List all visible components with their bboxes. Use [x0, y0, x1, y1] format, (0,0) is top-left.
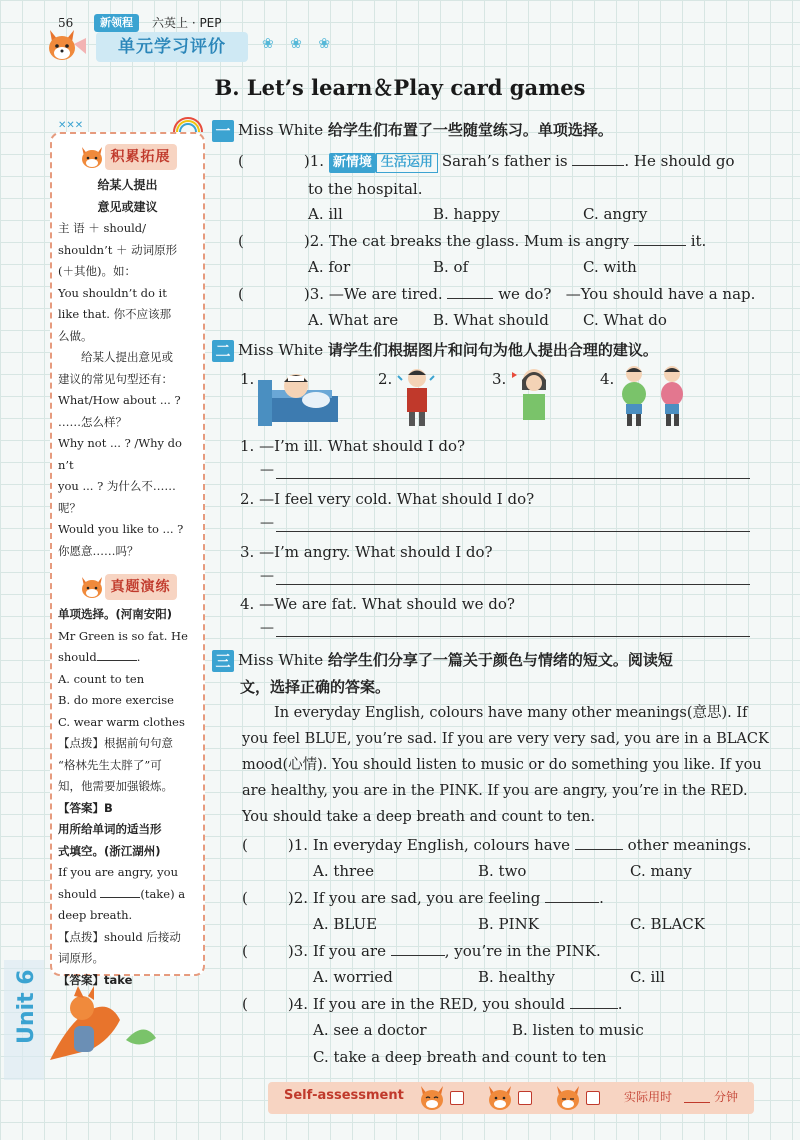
answer-blank[interactable]	[570, 995, 618, 1009]
page-number: 56	[58, 16, 74, 30]
option[interactable]: A. three	[313, 862, 374, 880]
angry-girl-image	[508, 366, 556, 428]
option[interactable]: C. angry	[583, 205, 648, 223]
grade-label: 六英上 · PEP	[152, 16, 222, 30]
option[interactable]: A. BLUE	[313, 915, 378, 933]
tip-line: (＋其他)。如：	[58, 264, 136, 278]
option[interactable]: B. of	[433, 258, 469, 276]
option[interactable]: B. two	[478, 862, 527, 880]
answer-blank[interactable]	[97, 649, 137, 661]
option[interactable]: A. see a doctor	[313, 1021, 427, 1039]
s2-question: 3. —I’m angry. What should I do?	[240, 543, 493, 561]
answer-line[interactable]	[276, 636, 750, 637]
s3-question-3: ( )3. If you are , you’re in the PINK.	[242, 942, 601, 960]
neutral-fox-face-icon	[486, 1084, 514, 1112]
rating-checkbox-3[interactable]	[586, 1091, 600, 1105]
s2-question: 4. —We are fat. What should we do?	[240, 595, 515, 613]
answer-blank[interactable]	[634, 232, 686, 246]
workbook-page: 单元学习评价 ❀ ❀ ❀ B. Let’s learn＆Play card games ✕✕✕ 积累拓展 给某人提出 意见或建议 主 语 ＋ should/ shouldn’t ＋ 动词原形 (＋其他)。如： You shouldn’t do it like that. 你不应该那 么做。 给某人提出意见或 建议的常见句型还有： What/How about ... ? ……怎么样？ Why not ... ? /Why don’t you ... ? 为什么不……呢？ Would you like to ... ? 你愿意……吗？ 真题演练 单项选择。(河南安阳) Mr Green is so fat. He should . A. count to ten B. do more exercise C. wear warm clothes 【点拨】根据前句句意 “格林先生太胖了”可 知，他需要加强锻炼。 【答案】B 用所给单词的适当形 式填空。(浙江湖州) If you are angry, you should (take) a deep breath. 【点拨】should 后接动 词原形。 【答案】take 一 Miss White 给学生们布置了一些随堂练习。单项选择。 ( )1. 新情境 生活运用 Sarah’s father is . He should go to the hospital. A. ill B. happy C. angry ( )2. The cat breaks the glass. Mum is angry it. A. for B. of C. with ( )3. —We are tired. we do? —You should have a nap. A. What are B. What should C. What do 二 Miss White 请学生们根据图片和问句为他人提出合理的建议。 1. 2. 3. 4. 1. —I’m ill. What should I do? — 2. —I feel very cold. What should I do? — 3. —I’m angry. What should I do? — 4. —We are fat. What should we do? — 三 Miss White 给学生们分享了一篇关于颜色与情绪的短文。阅读短 文，选择正确的答案。 In everyday English, colours have many other meanings(意思). If you feel BLUE, you’re sad. If you are very very sad, you are in a BLACK mood(心情). You should listen to music or do something you like. If you are healthy, you are in the PINK. If you are angry, you’re in the RED. You should take a deep breath and count to ten. ( )1. In everyday English, colours have other meanings. A. three B. two C. many ( )2. If you are sad, you are feeling . A. BLUE B. PINK C. BLACK ( )3. If you are , you’re in the PINK. A. worried B. healthy C. ill ( )4. If you are in the RED, you should . A. see a doctor B. listen to music C. take a deep breath and count to ten Unit 6 56 新领程 六英上 · PEP Self-assessment 实际用时 分钟	[0, 0, 800, 1140]
s1-question-2: ( )2. The cat breaks the glass. Mum is angry it.	[238, 232, 707, 250]
self-assessment-bar: Self-assessment 实际用时 分钟	[268, 1082, 754, 1114]
s1-question-3: ( )3. —We are tired. we do? —You should have a nap.	[238, 285, 756, 303]
tip-line: you ... ? 为什么不……呢？	[58, 479, 176, 515]
passage-line: mood(心情). You should listen to music or do something you like. If you	[242, 757, 762, 773]
s1-question-1: ( )1. 新情境 生活运用 Sarah’s father is . He should go	[238, 150, 734, 173]
section-3-heading: 三 Miss White 给学生们分享了一篇关于颜色与情绪的短文。阅读短	[212, 648, 673, 672]
answer-blank[interactable]	[545, 889, 599, 903]
fox-head-icon	[79, 145, 105, 169]
option[interactable]: C. with	[583, 258, 637, 276]
s2-question: 2. —I feel very cold. What should I do?	[240, 490, 535, 508]
tip-line: 主 语 ＋ should/	[58, 221, 147, 235]
rating-checkbox-2[interactable]	[518, 1091, 532, 1105]
tip-line: Why not ... ? /Why don’t	[58, 436, 182, 472]
option[interactable]: A. worried	[313, 968, 393, 986]
passage-line: you feel BLUE, you’re sad. If you are very very sad, you are in a BLACK	[242, 731, 769, 747]
s3-question-1: ( )1. In everyday English, colours have other meanings.	[242, 836, 752, 854]
option[interactable]: C. take a deep breath and count to ten	[313, 1048, 607, 1066]
page-title: B. Let’s learn＆Play card games	[214, 75, 586, 100]
s3-question-2: ( )2. If you are sad, you are feeling .	[242, 889, 604, 907]
brand-badge: 新领程	[94, 14, 139, 32]
answer-line[interactable]	[276, 478, 750, 479]
two-fat-people-image	[616, 364, 692, 428]
option[interactable]: A. What are	[308, 311, 399, 329]
option[interactable]: C. What do	[583, 311, 667, 329]
option[interactable]: C. ill	[630, 968, 665, 986]
fox-character-icon	[40, 980, 160, 1076]
time-input-blank[interactable]	[684, 1102, 710, 1103]
passage-line: In everyday English, colours have many other meanings(意思). If	[274, 705, 748, 721]
exam-heading: 真题演练	[58, 574, 197, 600]
tip-line: ……怎么样？	[58, 414, 127, 429]
tip-line: 建议的常见句型还有：	[58, 371, 173, 386]
paw-prints-icon: ❀ ❀ ❀	[262, 36, 337, 52]
fox-head-icon	[79, 575, 105, 599]
tip-line: What/How about ... ?	[58, 393, 181, 407]
sick-person-in-bed-image	[256, 366, 340, 428]
option[interactable]: A. ill	[308, 205, 343, 223]
tip-line: You shouldn’t do it	[58, 285, 167, 300]
tip-line: 你愿意……吗？	[58, 543, 139, 558]
unit-label: Unit 6	[14, 969, 39, 1044]
option[interactable]: B. listen to music	[512, 1021, 644, 1039]
answer-line[interactable]	[276, 531, 750, 532]
s3-question-4: ( )4. If you are in the RED, you should .	[242, 995, 623, 1013]
tip-line: like that. 你不应该那	[58, 307, 172, 321]
s2-question: 1. —I’m ill. What should I do?	[240, 437, 466, 455]
sad-fox-face-icon	[554, 1084, 582, 1112]
option[interactable]: C. many	[630, 862, 692, 880]
answer-blank[interactable]	[572, 152, 624, 166]
answer-blank[interactable]	[447, 285, 493, 299]
section-2-heading: 二 Miss White 请学生们根据图片和问句为他人提出合理的建议。	[212, 338, 658, 362]
option[interactable]: C. BLACK	[630, 915, 705, 933]
tip-line: Would you like to ... ?	[58, 522, 184, 536]
passage-line: You should take a deep breath and count to ten.	[242, 809, 595, 825]
section-1-heading: 一 Miss White 给学生们布置了一些随堂练习。单项选择。	[212, 118, 613, 142]
section-label: 单元学习评价	[96, 32, 248, 62]
answer-blank[interactable]	[575, 836, 623, 850]
option[interactable]: A. for	[308, 258, 351, 276]
fox-mascot-icon	[44, 26, 88, 66]
option[interactable]: B. healthy	[478, 968, 555, 986]
tip-line: 么做。	[58, 328, 93, 343]
rating-checkbox-1[interactable]	[450, 1091, 464, 1105]
happy-fox-face-icon	[418, 1084, 446, 1112]
tip-heading: 积累拓展	[58, 144, 197, 170]
option[interactable]: B. happy	[433, 205, 500, 223]
svg-text:✕✕✕: ✕✕✕	[58, 120, 84, 131]
tip-line: shouldn’t ＋ 动词原形	[58, 242, 178, 257]
option[interactable]: B. PINK	[478, 915, 539, 933]
tip-line: 给某人提出意见或	[81, 350, 173, 364]
option[interactable]: B. What should	[433, 311, 549, 329]
answer-blank[interactable]	[391, 942, 445, 956]
sidebar-tips: 积累拓展 给某人提出 意见或建议 主 语 ＋ should/ shouldn’t ＋ 动词原形 (＋其他)。如： You shouldn’t do it like that. 你不应该那 么做。 给某人提出意见或 建议的常见句型还有： What/How about ... ? ……怎么样？ Why not ... ? /Why don’t you ... ? 为什么不……呢？ Would you like to ... ? 你愿意……吗？ 真题演练 单项选择。(河南安阳) Mr Green is so fat. He should . A. count to ten B. do more exercise C. wear warm clothes 【点拨】根据前句句意 “格林先生太胖了”可 知，他需要加强锻炼。 【答案】B 用所给单词的适当形 式填空。(浙江湖州) If you are angry, you should (take) a deep breath. 【点拨】should 后接动 词原形。 【答案】take	[50, 132, 205, 976]
answer-blank[interactable]	[100, 886, 140, 898]
answer-line[interactable]	[276, 584, 750, 585]
section-3-heading-cont: 文，选择正确的答案。	[240, 678, 391, 696]
passage-line: are healthy, you are in the PINK. If you are angry, you’re in the RED.	[242, 783, 748, 799]
cold-person-image	[394, 366, 440, 428]
